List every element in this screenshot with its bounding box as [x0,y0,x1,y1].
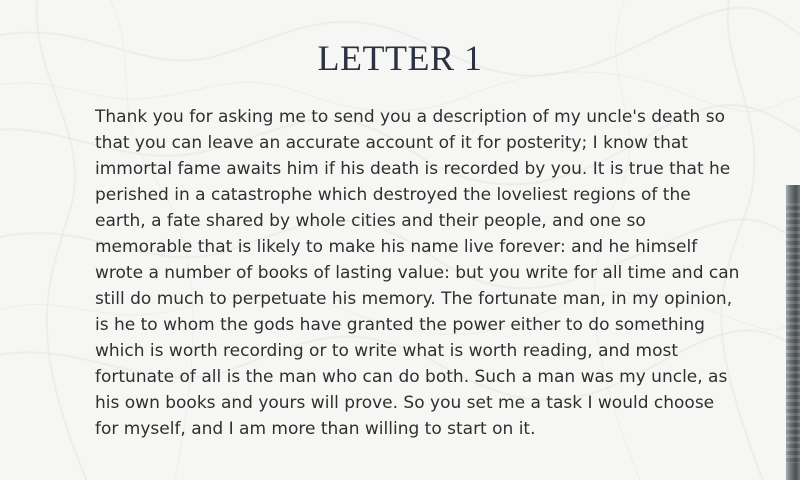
letter-body-text: Thank you for asking me to send you a description of my uncle's death so that you can leave an accurate account of it for posterity; I know that immortal fame awaits him if his death is recorded by you. It is true that he perished in a catastrophe which destroyed the loveliest regions of the earth, a fate shared by whole cities and their people, and one so memorable that is likely to make his name live forever: and he himself wrote a number of books of lasting value: but you write for all time and can still do much to perpetuate his memory. The fortunate man, in my opinion, is he to whom the gods have granted the power either to do something which is worth recording or to write what is worth reading, and most fortunate of all is the man who can do both. Such a man was my uncle, as his own books and yours will prove. So you set me a task I would choose for myself, and I am more than willing to start on it. [95,107,740,439]
letter-title: LETTER 1 [317,38,483,78]
